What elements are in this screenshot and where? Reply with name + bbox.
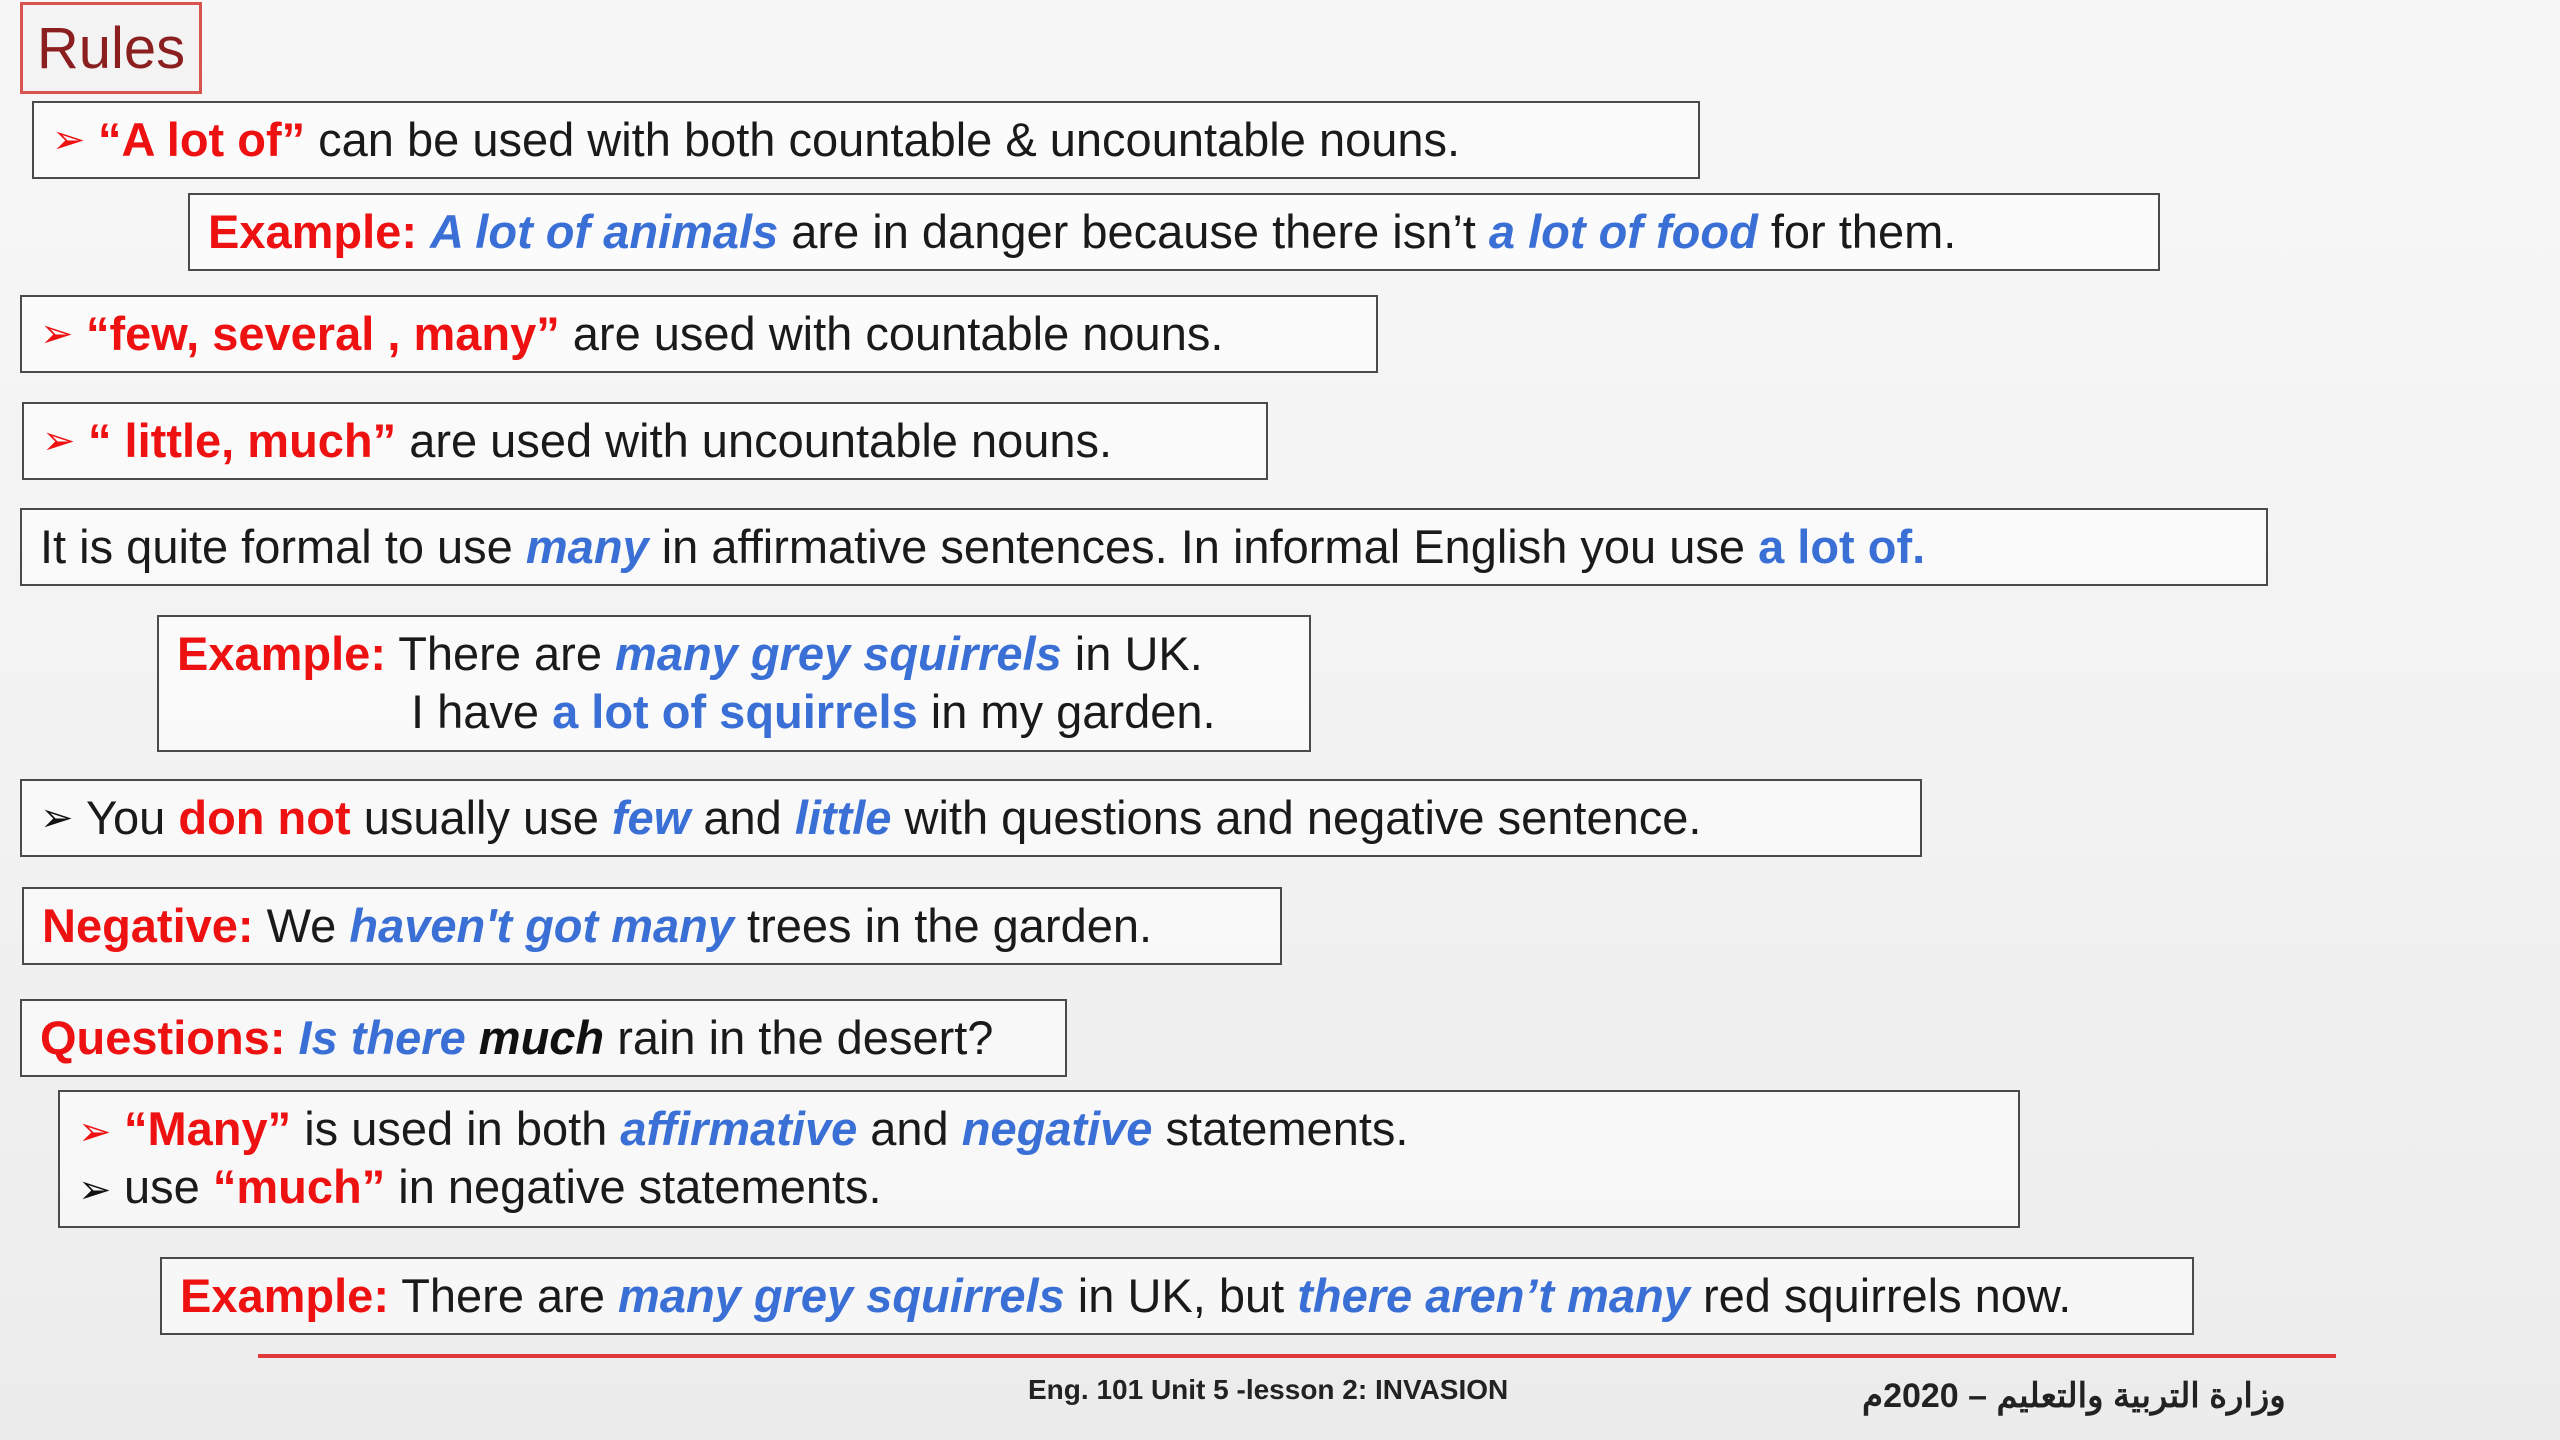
rule-few-little-questions — [20, 779, 1922, 857]
example-many-but-not-many — [160, 1257, 2194, 1335]
example-label: Example: — [177, 627, 386, 680]
slide-title — [20, 2, 202, 94]
rule-phrase: don not — [178, 791, 351, 844]
rule-text: and — [690, 791, 795, 844]
example-text: There are — [385, 627, 616, 680]
rule-phrase: many — [525, 520, 649, 573]
example-phrase: a lot of squirrels — [552, 685, 918, 738]
arrow-bullet-icon: ➢ — [40, 312, 74, 356]
example-phrase: there aren’t many — [1297, 1269, 1690, 1322]
rule-text: in negative statements. — [385, 1160, 882, 1213]
rule-text: use — [124, 1160, 213, 1213]
rule-term: “much” — [212, 1160, 386, 1213]
example-a-lot-of — [188, 193, 2160, 271]
rule-text: statements. — [1152, 1102, 1409, 1155]
rule-text: in affirmative sentences. In informal English you use — [648, 520, 1759, 573]
example-text: in UK. — [1061, 627, 1203, 680]
arrow-bullet-icon: ➢ — [78, 1110, 112, 1154]
footer-course-text: Eng. 101 Unit 5 -lesson 2: INVASION — [1028, 1374, 1509, 1405]
arrow-bullet-icon: ➢ — [52, 118, 86, 162]
rule-phrase: little — [794, 791, 892, 844]
example-text: in my garden. — [917, 685, 1216, 738]
example-many-squirrels — [157, 615, 1311, 752]
example-text: I have — [411, 685, 553, 738]
example-label: Negative: — [42, 899, 254, 952]
footer-ministry-text: وزارة التربية والتعليم – 2020م — [1862, 1377, 2286, 1415]
rule-many-much-statements — [58, 1090, 2020, 1228]
rule-few-several-many — [20, 295, 1378, 373]
rule-text: and — [857, 1102, 962, 1155]
rule-text: It is quite formal to use — [40, 520, 526, 573]
rule-term: “A lot of” — [98, 113, 306, 166]
rule-term: “few, several , many” — [86, 307, 560, 360]
rule-text: is used in both — [291, 1102, 621, 1155]
example-text: red squirrels now. — [1689, 1269, 2072, 1322]
rule-little-much — [22, 402, 1268, 480]
rule-term: “ little, much” — [88, 414, 397, 467]
footer-divider — [258, 1354, 2336, 1358]
example-text: rain in the desert? — [604, 1011, 994, 1064]
arrow-bullet-icon: ➢ — [42, 419, 76, 463]
example-text: are in danger because there isn’t — [778, 205, 1489, 258]
rule-text: are used with uncountable nouns. — [396, 414, 1113, 467]
rule-text: You — [86, 791, 179, 844]
rule-term: “Many” — [124, 1102, 292, 1155]
example-text: There are — [388, 1269, 619, 1322]
rule-phrase: affirmative — [620, 1102, 858, 1155]
rule-phrase: a lot of. — [1758, 520, 1926, 573]
negative-example — [22, 887, 1282, 965]
example-label: Example: — [180, 1269, 389, 1322]
rule-text: can be used with both countable & uncountable nouns. — [305, 113, 1461, 166]
example-label: Example: — [208, 205, 417, 258]
example-text: in UK, but — [1064, 1269, 1298, 1322]
example-phrase: many grey squirrels — [615, 627, 1062, 680]
example-phrase: much — [478, 1011, 605, 1064]
example-phrase: Is there — [298, 1011, 466, 1064]
slide-title-text: Rules — [36, 15, 186, 81]
example-phrase: haven't got many — [349, 899, 734, 952]
rule-a-lot-of — [32, 101, 1700, 179]
rule-formal-usage — [20, 508, 2268, 586]
example-text: trees in the garden. — [734, 899, 1153, 952]
rule-phrase: few — [611, 791, 691, 844]
arrow-bullet-icon: ➢ — [40, 796, 74, 840]
example-phrase: many grey squirrels — [618, 1269, 1065, 1322]
example-text: for them. — [1757, 205, 1957, 258]
example-phrase: a lot of food — [1488, 205, 1758, 258]
rule-text: usually use — [350, 791, 612, 844]
example-text: We — [253, 899, 350, 952]
example-label: Questions: — [40, 1011, 286, 1064]
arrow-bullet-icon: ➢ — [78, 1168, 112, 1212]
rule-phrase: negative — [961, 1102, 1153, 1155]
rule-text: are used with countable nouns. — [559, 307, 1224, 360]
questions-example — [20, 999, 1067, 1077]
rule-text: with questions and negative sentence. — [891, 791, 1702, 844]
example-phrase: A lot of animals — [430, 205, 779, 258]
